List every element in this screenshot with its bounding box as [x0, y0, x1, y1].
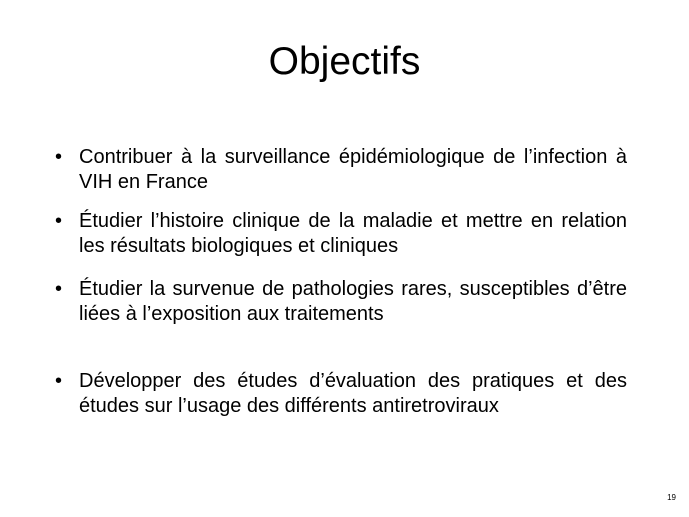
bullet-icon: •	[55, 370, 63, 392]
page-number: 19	[667, 493, 676, 502]
slide-title: Objectifs	[268, 40, 421, 83]
bullet-text: Développer des études d’évaluation des pratiques et des études sur l’usage des différents antiretroviraux	[79, 370, 627, 417]
list-item	[55, 369, 627, 419]
bullet-icon: •	[55, 210, 63, 232]
list-item	[55, 209, 627, 259]
bullet-icon: •	[55, 146, 63, 168]
bullet-text: Contribuer à la surveillance épidémiologique de l’infection à VIH en France	[79, 146, 627, 193]
list-item	[55, 277, 627, 327]
list-item	[55, 145, 627, 195]
bullet-text: Étudier la survenue de pathologies rares, susceptibles d’être liées à l’exposition aux traitements	[79, 278, 627, 325]
bullet-text: Étudier l’histoire clinique de la maladie et mettre en relation les résultats biologiques et cliniques	[79, 210, 627, 257]
bullet-icon: •	[55, 278, 63, 300]
